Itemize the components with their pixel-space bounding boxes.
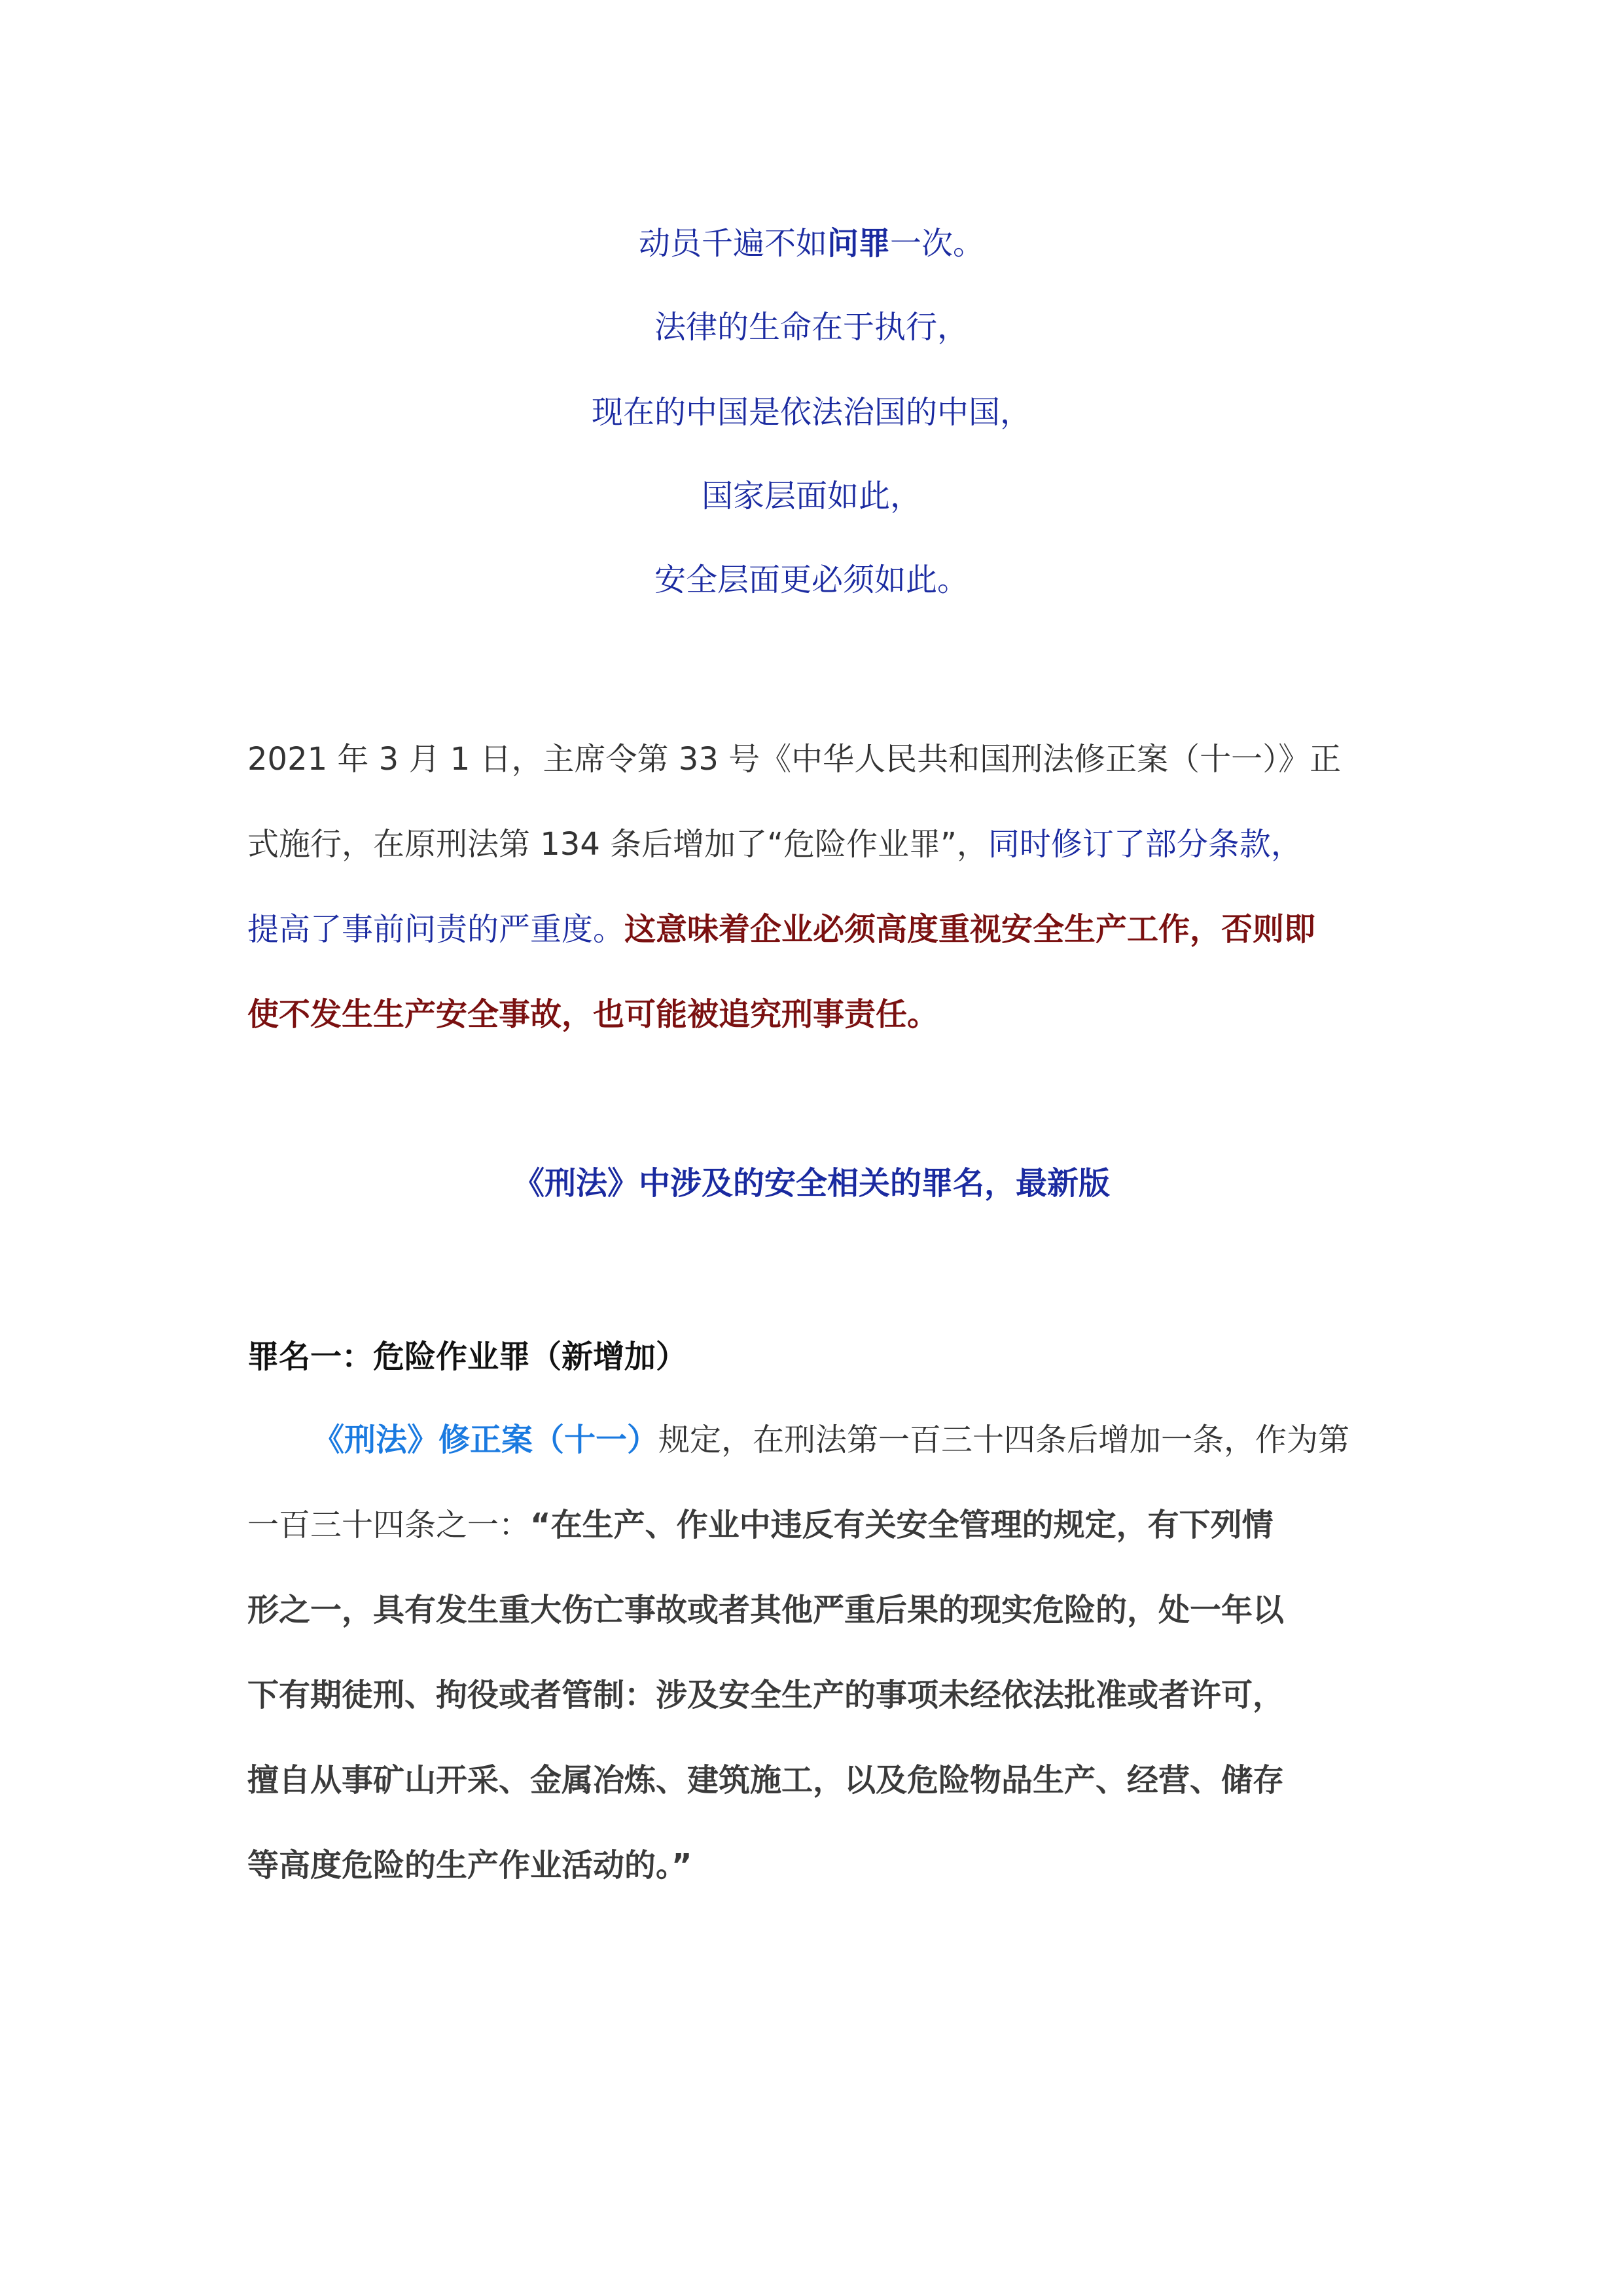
intro-line-1 — [0, 224, 1623, 263]
crime-1-line-4: 下有期徒刑、拘役或者管制：涉及安全生产的事项未经依法批准或者许可， — [247, 1677, 1285, 1713]
intro-line-1-b: 一次。 — [890, 225, 985, 262]
paragraph-1-line-3-blue: 提高了事前问责的严重度。 — [247, 911, 625, 948]
intro-line-2: 法律的生命在于执行， — [654, 309, 969, 346]
paragraph-1-line-3 — [247, 887, 1386, 972]
intro-line-1-a: 动员千遍不如 — [638, 225, 827, 262]
intro-line-3: 现在的中国是依法治国的中国， — [591, 394, 1031, 431]
crime-1-line-2 — [247, 1482, 1386, 1568]
crime-1-line-6: 等高度危险的生产作业活动的。” — [247, 1847, 692, 1884]
amendment-link[interactable]: 《刑法》修正案（十一） — [313, 1422, 659, 1458]
crime-1-title: 罪名一：危险作业罪（新增加） — [247, 1338, 688, 1375]
crime-1-line-1-plain: 规定，在刑法第一百三十四条后增加一条，作为第 — [658, 1422, 1350, 1458]
intro-line-4: 国家层面如此， — [701, 478, 921, 514]
paragraph-1-line-2-plain: 式施行，在原刑法第 134 条后增加了“危险作业罪”， — [247, 826, 988, 863]
paragraph-1-line-4: 使不发生生产安全事故，也可能被追究刑事责任。 — [247, 996, 939, 1033]
intro-line-5: 安全层面更必须如此。 — [654, 562, 969, 598]
paragraph-1 — [247, 717, 1386, 1057]
intro-line-1-bold: 问罪 — [827, 225, 890, 262]
paragraph-1-line-2 — [247, 802, 1386, 887]
paragraph-1-line-1: 2021 年 3 月 1 日，主席令第 33 号《中华人民共和国刑法修正案（十一）》正 — [247, 741, 1342, 778]
section-heading: 《刑法》中涉及的安全相关的罪名，最新版 — [512, 1165, 1110, 1202]
crime-1-line-5: 擅自从事矿山开采、金属冶炼、建筑施工，以及危险物品生产、经营、储存 — [247, 1762, 1285, 1799]
paragraph-1-line-3-red: 这意味着企业必须高度重视安全生产工作，否则即 — [624, 911, 1316, 948]
crime-1-line-1 — [247, 1397, 1386, 1482]
crime-1-line-2-plain: 一百三十四条之一： — [247, 1507, 531, 1543]
crime-1-line-3: 形之一，具有发生重大伤亡事故或者其他严重后果的现实危险的，处一年以 — [247, 1592, 1285, 1628]
crime-1-line-2-bold: “在生产、作业中违反有关安全管理的规定，有下列情 — [530, 1507, 1274, 1543]
paragraph-1-line-2-blue: 同时修订了部分条款， — [988, 826, 1302, 863]
crime-1-body — [247, 1397, 1386, 1908]
